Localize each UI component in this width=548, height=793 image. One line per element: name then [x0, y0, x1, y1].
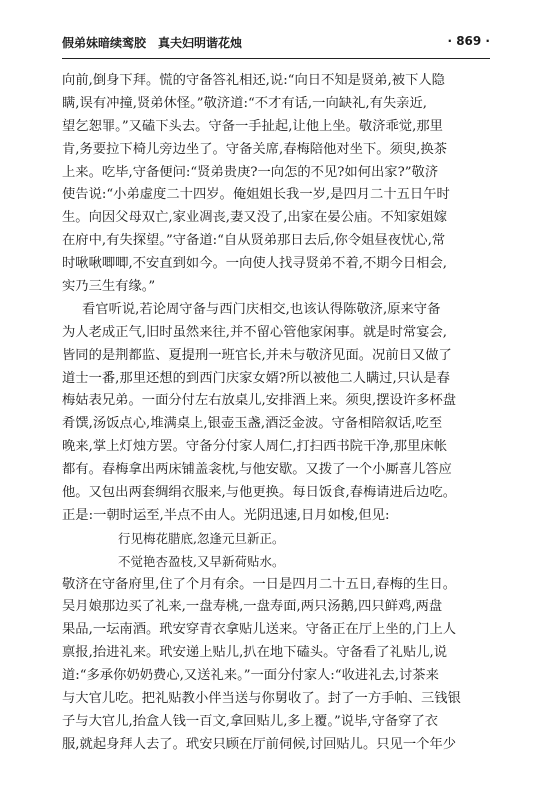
text-line: 梅姑表兄弟。一面分付左右放桌儿,安排酒上来。须臾,摆设许多杯盘: [62, 393, 457, 409]
text-line: 为人老成正气,旧时虽然来往,并不留心管他家闲事。就是时常宴会,: [62, 324, 447, 340]
text-line: 正是:一朝时运至,半点不由人。光阴迅速,日月如梭,但见:: [62, 507, 390, 523]
text-line: 生。向因父母双亡,家业凋丧,妻又没了,出家在晏公庙。不知家姐嫁: [62, 210, 447, 226]
text-line: 服,就起身拜人去了。玳安只顾在厅前伺候,讨回贴儿。只见一个年少: [62, 736, 457, 752]
text-line: 望乞恕罪。”又磕下头去。守备一手扯起,让他上坐。敬济乖觉,那里: [62, 118, 443, 134]
poem-line: 行见梅花腊底,忽逢元旦新正。: [118, 530, 285, 546]
text-line: 上来。吃毕,守备便问:“贤弟贵庚?一向怎的不见?如何出家?”敬济: [62, 164, 439, 180]
text-line: 与大官儿吃。把礼贴教小伴当送与你舅收了。封了一方手帕、三钱银: [62, 691, 461, 707]
text-line: 道士一番,那里还想的到西门庆家女婿?所以被他二人瞒过,只认是春: [62, 370, 450, 386]
text-line: 都有。春梅拿出两床铺盖衾枕,与他安歇。又拨了一个小厮喜儿答应: [62, 462, 452, 478]
text-line: 使告说:“小弟虚度二十四岁。俺姐姐长我一岁,是四月二十五日午时: [62, 187, 450, 203]
text-line: 皆同的是荆都监、夏提刑一班官长,并未与敬济见面。况前日又做了: [62, 347, 452, 363]
text-line: 他。又包出两套绸绢衣服来,与他更换。每日饭食,春梅请进后边吃。: [62, 485, 457, 501]
text-line: 在府中,有失探望。”守备道:“自从贤弟那日去后,你令姐昼夜忧心,常: [62, 233, 446, 249]
header-divider: [62, 58, 490, 59]
running-header: [62, 30, 490, 52]
text-line: 禀报,抬进礼来。玳安递上贴儿,扒在地下磕头。守备看了礼贴儿,说: [62, 645, 447, 661]
text-line: 敬济在守备府里,住了个月有余。一日是四月二十五日,春梅的生日。: [62, 576, 457, 592]
page-number: · 869 ·: [447, 34, 490, 48]
text-line: 实乃三生有缘。”: [62, 279, 156, 295]
text-line: 肯,务要拉下椅儿旁边坐了。守备关席,春梅陪他对坐下。须臾,换茶: [62, 141, 447, 157]
text-line: 肴馔,汤饭点心,堆满桌上,银壶玉盏,酒泛金波。守备相陪叙话,吃至: [62, 416, 443, 432]
text-line: 果品,一坛南酒。玳安穿青衣拿贴儿送来。守备正在厅上坐的,门上人: [62, 622, 457, 638]
poem-line: 不觉艳杏盈枝,又早新荷贴水。: [118, 553, 285, 569]
text-line: 向前,倒身下拜。慌的守备答礼相还,说:“向日不知是贤弟,被下人隐: [62, 73, 445, 88]
text-line: 瞒,误有冲撞,贤弟休怪。”敬济道:“不才有话,一向缺礼,有失亲近,: [62, 95, 427, 111]
text-line: 时啾啾唧唧,不安直到如今。一向使人找寻贤弟不着,不期今日相会,: [62, 256, 447, 272]
page-body: [62, 70, 490, 757]
text-line: 子与大官儿,抬盒人钱一百文,拿回贴儿,多上覆。”说毕,守备穿了衣: [62, 713, 439, 729]
paragraph-start-line: 看官听说,若论周守备与西门庆相交,也该认得陈敬济,原来守备: [82, 301, 441, 317]
text-line: 道:“多承你奶奶费心,又送礼来。”一面分付家人:“收进礼去,讨茶来: [62, 668, 439, 684]
text-line: 吴月娘那边买了礼来,一盘寿桃,一盘寿面,两只汤鹅,四只鲜鸡,两盘: [62, 599, 443, 615]
text-line: 晚来,掌上灯烛方罢。守备分付家人周仁,打扫西书院干净,那里床帐: [62, 439, 447, 455]
chapter-title: 假弟妹暗续鸾胶 真夫妇明谐花烛: [62, 36, 243, 50]
